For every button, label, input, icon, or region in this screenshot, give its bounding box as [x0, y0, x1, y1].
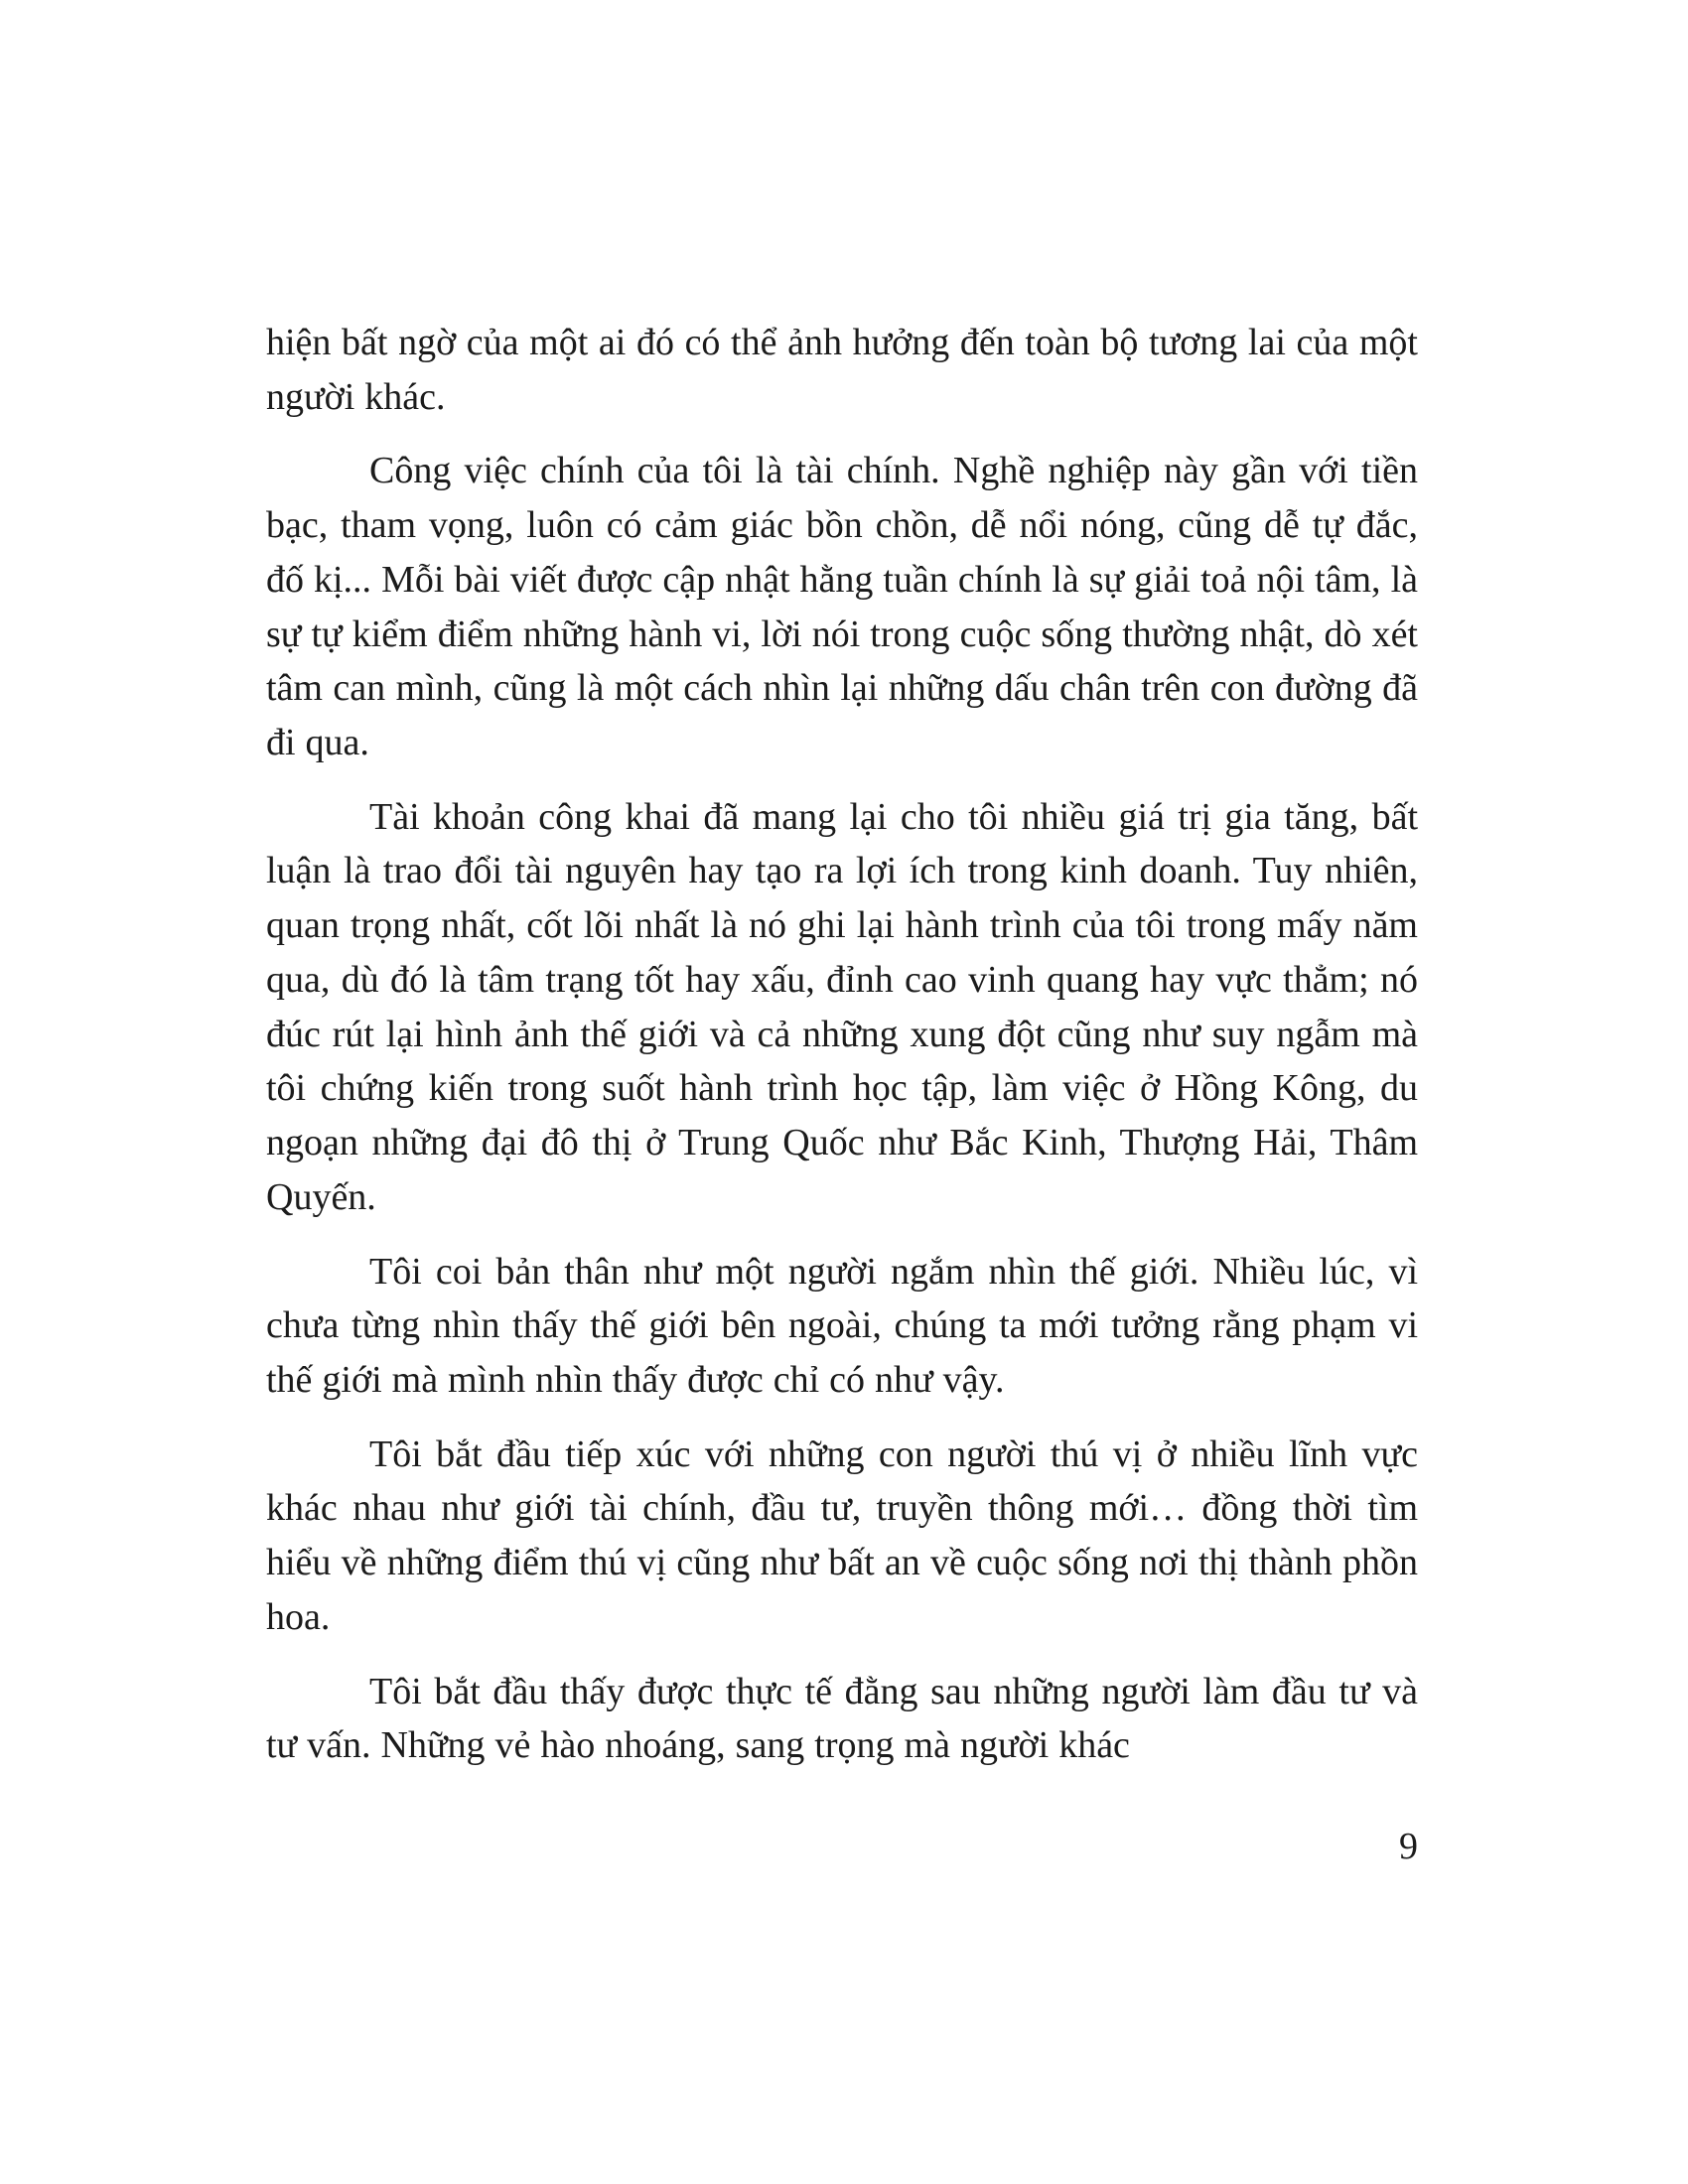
paragraph: hiện bất ngờ của một ai đó có thể ảnh hưởng đến toàn bộ tương lai của một người khác. [266, 322, 1418, 418]
paragraph: Tài khoản công khai đã mang lại cho tôi nhiều giá trị gia tăng, bất luận là trao đổi tài nguyên hay tạo ra lợi ích trong kinh doanh. Tuy nhiên, quan trọng nhất, cốt lõi nhất là nó ghi lại hành trình của tôi trong mấy năm qua, dù đó là tâm trạng tốt hay xấu, đỉnh cao vinh quang hay vực thẳm; nó đúc rút lại hình ảnh thế giới và cả những xung đột cũng như suy ngẫm mà tôi chứng kiến trong suốt hành trình học tập, làm việc ở Hồng Kông, du ngoạn những đại đô thị ở Trung Quốc như Bắc Kinh, Thượng Hải, Thâm Quyến. [266, 795, 1418, 1218]
paragraph: Công việc chính của tôi là tài chính. Nghề nghiệp này gần với tiền bạc, tham vọng, luôn có cảm giác bồn chồn, dễ nổi nóng, cũng dễ tự đắc, đố kị... Mỗi bài viết được cập nhật hằng tuần chính là sự giải toả nội tâm, là sự tự kiểm điểm những hành vi, lời nói trong cuộc sống thường nhật, dò xét tâm can mình, cũng là một cách nhìn lại những dấu chân trên con đường đã đi qua. [266, 450, 1418, 764]
paragraph: Tôi coi bản thân như một người ngắm nhìn thế giới. Nhiều lúc, vì chưa từng nhìn thấy thế giới bên ngoài, chúng ta mới tưởng rằng phạm vi thế giới mà mình nhìn thấy được chỉ có như vậy. [266, 1250, 1418, 1401]
page-content [266, 316, 1418, 1870]
page-number: 9 [1399, 1825, 1418, 1867]
paragraph: Tôi bắt đầu thấy được thực tế đằng sau những người làm đầu tư và tư vấn. Những vẻ hào nhoáng, sang trọng mà người khác [266, 1670, 1418, 1767]
paragraph: Tôi bắt đầu tiếp xúc với những con người thú vị ở nhiều lĩnh vực khác nhau như giới tài chính, đầu tư, truyền thông mới… đồng thời tìm hiểu về những điểm thú vị cũng như bất an về cuộc sống nơi thị thành phồn hoa. [266, 1433, 1418, 1638]
